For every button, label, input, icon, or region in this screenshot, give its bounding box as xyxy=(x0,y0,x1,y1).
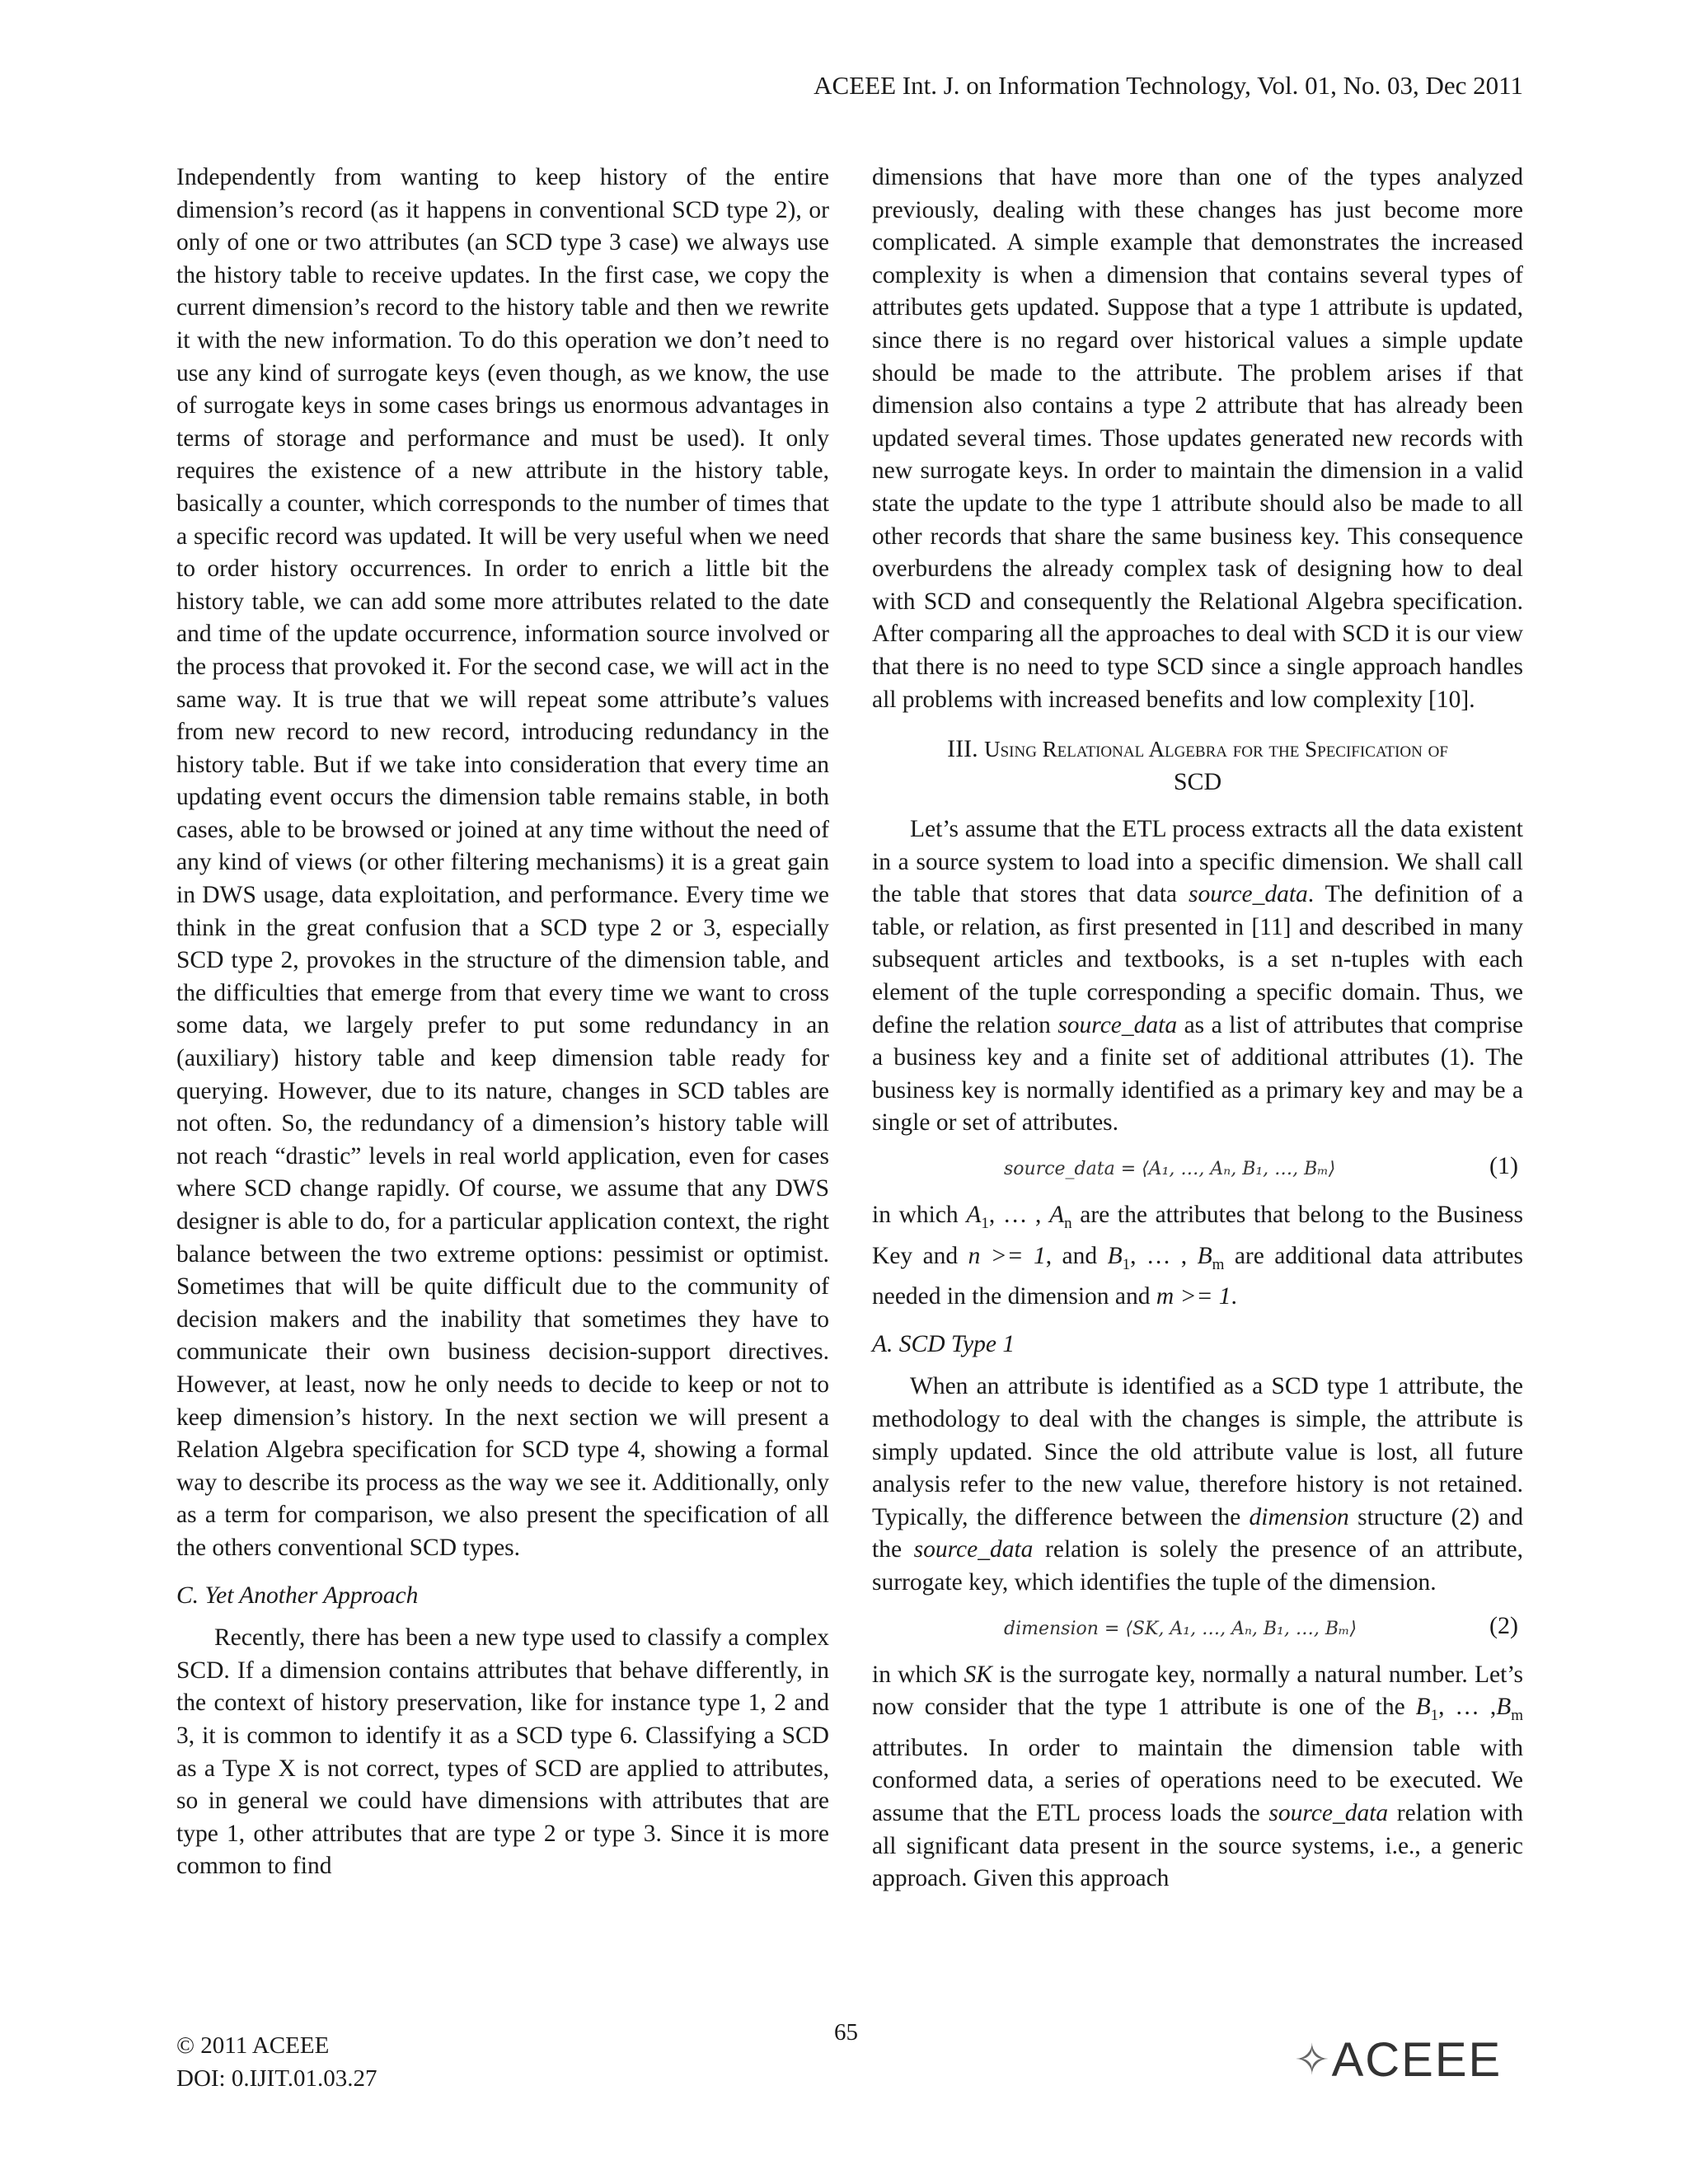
subsection-heading-a: A. SCD Type 1 xyxy=(872,1330,1015,1357)
journal-header: ACEEE Int. J. on Information Technology, Vol. 01, No. 03, Dec 2011 xyxy=(814,71,1523,100)
subscript: n xyxy=(1064,1215,1072,1233)
subscript: m xyxy=(1511,1707,1524,1725)
footer-left xyxy=(176,2029,377,2095)
math-symbol: A xyxy=(1049,1202,1065,1229)
paragraph xyxy=(872,1371,1523,1599)
left-column xyxy=(176,162,829,1883)
equation-number: (2) xyxy=(1489,1611,1518,1639)
text-run: , and xyxy=(1045,1242,1108,1269)
subscript: 1 xyxy=(1122,1255,1131,1273)
subscript: 1 xyxy=(981,1215,989,1233)
equation-1 xyxy=(872,1148,1523,1191)
equation-body: dimension = ⟨SK, A₁, …, Aₙ, B₁, …, Bₘ⟩ xyxy=(1004,1618,1357,1639)
logo-text: ACEEE xyxy=(1331,2033,1503,2087)
section-title: Using Relational Algebra for the Specification of xyxy=(984,737,1448,762)
page-number: 65 xyxy=(834,2019,858,2046)
subsection-heading-c: C. Yet Another Approach xyxy=(176,1582,419,1609)
italic-term: source_data xyxy=(1057,1011,1178,1038)
section-heading-iii xyxy=(872,733,1523,799)
text-run: is the surrogate key, normally a natural number. Let’s now consider that the type 1 attribute is one of the xyxy=(872,1661,1523,1721)
italic-term: dimension xyxy=(1249,1503,1349,1530)
text-run: Let’s assume that the ETL process extracts all the data existent in a source system to load into a specific dimension. We shall call the table that stores that data xyxy=(872,816,1523,908)
text-run: relation with all significant data present in the source systems, i.e., a generic approach. Given this approach xyxy=(872,1799,1523,1892)
text-run: structure (2) and the xyxy=(872,1503,1524,1563)
text-run: , … , xyxy=(1130,1242,1198,1269)
paragraph xyxy=(872,1199,1523,1314)
math-condition: n >= 1 xyxy=(968,1242,1046,1269)
section-title-line2: SCD xyxy=(1173,768,1222,796)
paragraph xyxy=(872,813,1523,1140)
section-number: III. xyxy=(947,735,985,763)
math-condition: m >= 1 xyxy=(1156,1283,1231,1310)
text-run: attributes. In order to maintain the dimension table with conformed data, a series of operations need to be executed. We assume that the ETL process loads the xyxy=(872,1734,1523,1826)
text-run: , … , xyxy=(988,1202,1050,1229)
text-run: in which xyxy=(872,1661,964,1688)
doi: DOI: 0.IJIT.01.03.27 xyxy=(176,2065,377,2092)
italic-term: source_data xyxy=(1189,881,1308,908)
star-icon: ✧ xyxy=(1294,2036,1330,2084)
equation-body: source_data = ⟨A₁, …, Aₙ, B₁, …, Bₘ⟩ xyxy=(1004,1159,1336,1180)
paragraph xyxy=(872,1659,1523,1896)
text-run: . xyxy=(1231,1283,1237,1310)
paragraph: Recently, there has been a new type used to classify a complex SCD. If a dimension contains attributes that behave differently, in the context of history preservation, like for instance type 1, 2 and 3, it is common to identify it as a SCD type 6. Classifying a SCD as a Type X is not correct, types of SCD are applied to attributes, so in general we could have dimensions with attributes that are type 1, other attributes that are type 2 or type 3. Since it is more common to find xyxy=(176,1624,829,1880)
math-symbol: A xyxy=(966,1202,982,1229)
copyright: © 2011 ACEEE xyxy=(176,2032,330,2059)
subscript: 1 xyxy=(1430,1707,1439,1725)
text-run: in which xyxy=(872,1202,967,1229)
math-symbol: SK xyxy=(964,1661,992,1688)
math-symbol: B xyxy=(1107,1242,1123,1269)
italic-term: source_data xyxy=(1268,1799,1389,1826)
text-run: relation is solely the presence of an attribute, surrogate key, which identifies the tuple of the dimension. xyxy=(872,1536,1523,1596)
text-run: are the attributes that belong to the Business Key and xyxy=(872,1202,1523,1269)
math-symbol: B xyxy=(1197,1242,1212,1269)
text-run: are additional data attributes needed in the dimension and xyxy=(872,1242,1523,1310)
equation-number: (1) xyxy=(1489,1152,1518,1180)
math-symbol: B xyxy=(1496,1694,1512,1721)
paragraph: Independently from wanting to keep history of the entire dimension’s record (as it happens in conventional SCD type 2), or only of one or two attributes (an SCD type 3 case) we always use the history table to receive updates. In the first case, we copy the current dimension’s record to the history table and then we rewrite it with the new information. To do this operation we don’t need to use any kind of surrogate keys (even though, as we know, the use of surrogate keys in some cases brings us enormous advantages in terms of storage and performance and must be used). It only requires the existence of a new attribute in the history table, basically a counter, which corresponds to the number of times that a specific record was updated. It will be very useful when we need to order history occurrences. In order to enrich a little bit the history table, we can add some more attributes related to the date and time of the update occurrence, information source involved or the process that provoked it. For the second case, we will act in the same way. It is true that we will repeat some attribute’s values from new record to new record, introducing redundancy in the history table. But if we take into consideration that every time an updating event occurs the dimension table remains stable, in both cases, able to be browsed or joined at any time without the need of any kind of views (or other filtering mechanisms) it is a great gain in DWS usage, data exploitation, and performance. Every time we think in the great confusion that a SCD type 2 or 3, especially SCD type 2, provokes in the structure of the dimension table, and the difficulties that emerge from that every time we want to cross some data, we largely prefer to put some redundancy in an (auxiliary) history table and keep dimension table ready for querying. However, due to its nature, changes in SCD tables are not often. So, the redundancy of a dimension’s history table will not reach “drastic” levels in real world application, even for cases where SCD change rapidly. Of course, we assume that any DWS designer is able to do, for a particular application context, the right balance between the two extreme options: pessimist or optimist. Sometimes that will be quite difficult due to the community of decision makers and the inability that sometimes they have to communicate their own business decision-support directives. However, at least, now he only needs to decide to keep or not to keep dimension’s history. In the next section we will present a Relation Algebra specification for SCD type 4, showing a formal way to describe its process as the way we see it. Additionally, only as a term for comparison, we also present the specification of all the others conventional SCD types. xyxy=(176,164,829,1561)
italic-term: source_data xyxy=(913,1536,1034,1563)
text-run: When an attribute is identified as a SCD type 1 attribute, the methodology to deal with the changes is simple, the attribute is simply updated. Since the old attribute value is lost, all future analysis refer to the new value, therefore history is not retained. Typically, the difference between the xyxy=(872,1373,1523,1530)
text-run: , … , xyxy=(1438,1694,1497,1721)
equation-2 xyxy=(872,1608,1523,1651)
paragraph: dimensions that have more than one of the types analyzed previously, dealing with these changes has just become more complicated. A simple example that demonstrates the increased complexity is when a dimension that contains several types of attributes gets updated. Suppose that a type 1 attribute is updated, since there is no regard over historical values a simple update should be made to the attribute. The problem arises if that dimension also contains a type 2 attribute that has already been updated several times. Those updates generated new records with new surrogate keys. In order to maintain the dimension in a valid state the update to the type 1 attribute should also be made to all other records that share the same business key. This consequence overburdens the already complex task of designing how to deal with SCD and consequently the Relational Algebra specification. After comparing all the approaches to deal with SCD it is our view that there is no need to type SCD since a single approach handles all problems with increased benefits and low complexity [10]. xyxy=(872,164,1523,713)
right-column xyxy=(872,162,1523,1896)
text-run: . The definition of a table, or relation, as first presented in [11] and described in many subsequent articles and textbooks, is a set n-tuples with each element of the tuple corresponding a specific domain. Thus, we define the relation xyxy=(872,881,1524,1038)
text-run: as a list of attributes that comprise a business key and a finite set of additional attributes (1). The business key is normally identified as a primary key and may be a single or set of attributes. xyxy=(872,1011,1523,1137)
publisher-logo xyxy=(1294,2032,1502,2088)
math-symbol: B xyxy=(1415,1694,1431,1721)
subscript: m xyxy=(1212,1255,1225,1273)
